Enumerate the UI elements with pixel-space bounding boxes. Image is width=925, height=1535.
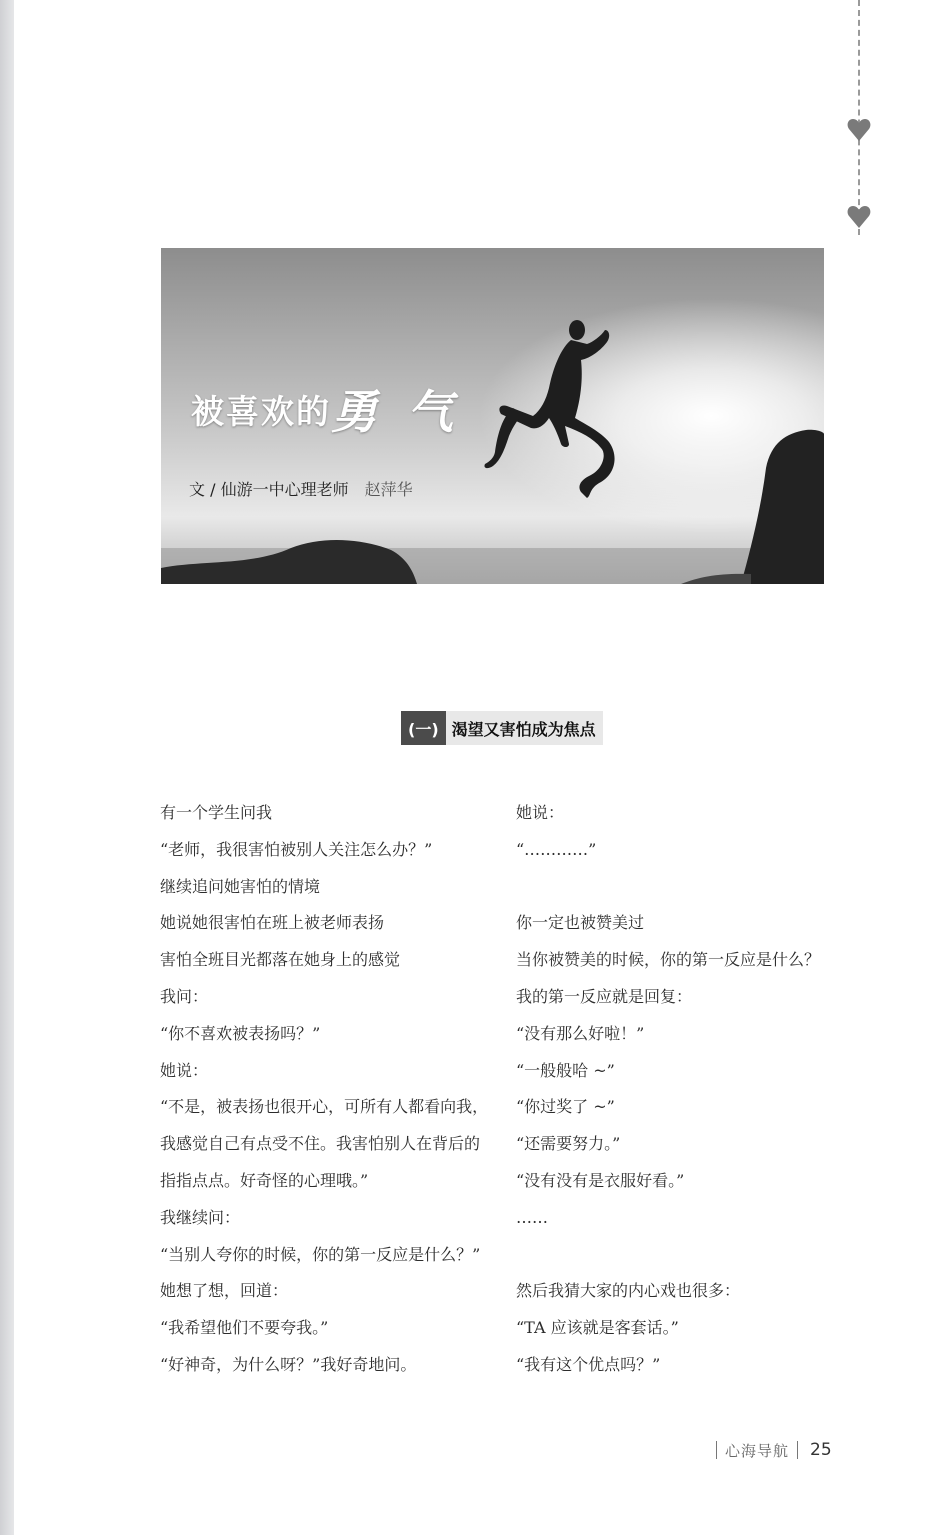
text-line: …… [516,1207,548,1227]
text-line: 我感觉自己有点受不住。我害怕别人在背后的 [160,1134,481,1154]
text-line: 然后我猜大家的内心戏也很多： [516,1281,741,1301]
page-edge [0,0,14,1535]
hero-banner [161,248,824,584]
text-line: “不是，被表扬也很开心，可所有人都看向我， [160,1097,489,1117]
text-line: “老师，我很害怕被别人关注怎么办？” [160,839,433,859]
text-line: 她说她很害怕在班上被老师表扬 [160,913,385,933]
text-line: 害怕全班目光都落在她身上的感觉 [160,950,401,970]
right-column [516,795,846,1384]
text-line: “还需要努力。” [516,1134,621,1154]
text-line: “当别人夸你的时候，你的第一反应是什么？” [160,1244,481,1264]
text-line: 我的第一反应就是回复： [516,986,693,1006]
text-line: “没有没有是衣服好看。” [516,1170,685,1190]
page-footer [716,1437,832,1463]
left-column [160,795,490,1384]
magazine-name: 心海导航 [725,1441,790,1460]
byline [189,477,413,500]
section-heading [401,711,603,745]
text-line [516,869,846,906]
heart-icon [846,117,872,143]
article-title-script: 勇气 [331,385,483,439]
heart-icon [846,204,872,230]
text-line: 指指点点。好奇怪的心理哦。” [160,1170,369,1190]
text-line: “你过奖了 ~” [516,1097,615,1117]
text-line: 她说： [160,1060,209,1080]
text-line: 继续追问她害怕的情境 [160,876,321,896]
text-line: “你不喜欢被表扬吗？” [160,1023,321,1043]
page-number: 25 [810,1440,832,1460]
text-line: “我有这个优点吗？” [516,1354,661,1374]
byline-role: 文 / 仙游一中心理老师 [189,480,349,499]
text-line: 我问： [160,986,209,1006]
section-number: (一) [401,711,446,745]
text-line [516,1237,846,1274]
text-line: “TA 应该就是客套话。” [516,1318,679,1338]
text-line: 我继续问： [160,1207,241,1227]
text-line: “一般般哈 ~” [516,1060,615,1080]
text-line: 你一定也被赞美过 [516,913,645,933]
byline-author: 赵萍华 [364,480,413,499]
text-line: “…………” [516,839,597,859]
section-title: 渴望又害怕成为焦点 [446,711,603,745]
text-line: “好神奇，为什么呀？”我好奇地问。 [160,1354,417,1374]
text-line: “没有那么好啦！” [516,1023,645,1043]
text-line: 当你被赞美的时候，你的第一反应是什么？ [516,950,821,970]
article-title: 被喜欢的 [191,392,331,431]
text-line: 有一个学生问我 [160,803,273,822]
text-line: 她说： [516,803,565,822]
text-line: “我希望他们不要夸我。” [160,1318,329,1338]
text-line: 她想了想，回道： [160,1281,289,1301]
